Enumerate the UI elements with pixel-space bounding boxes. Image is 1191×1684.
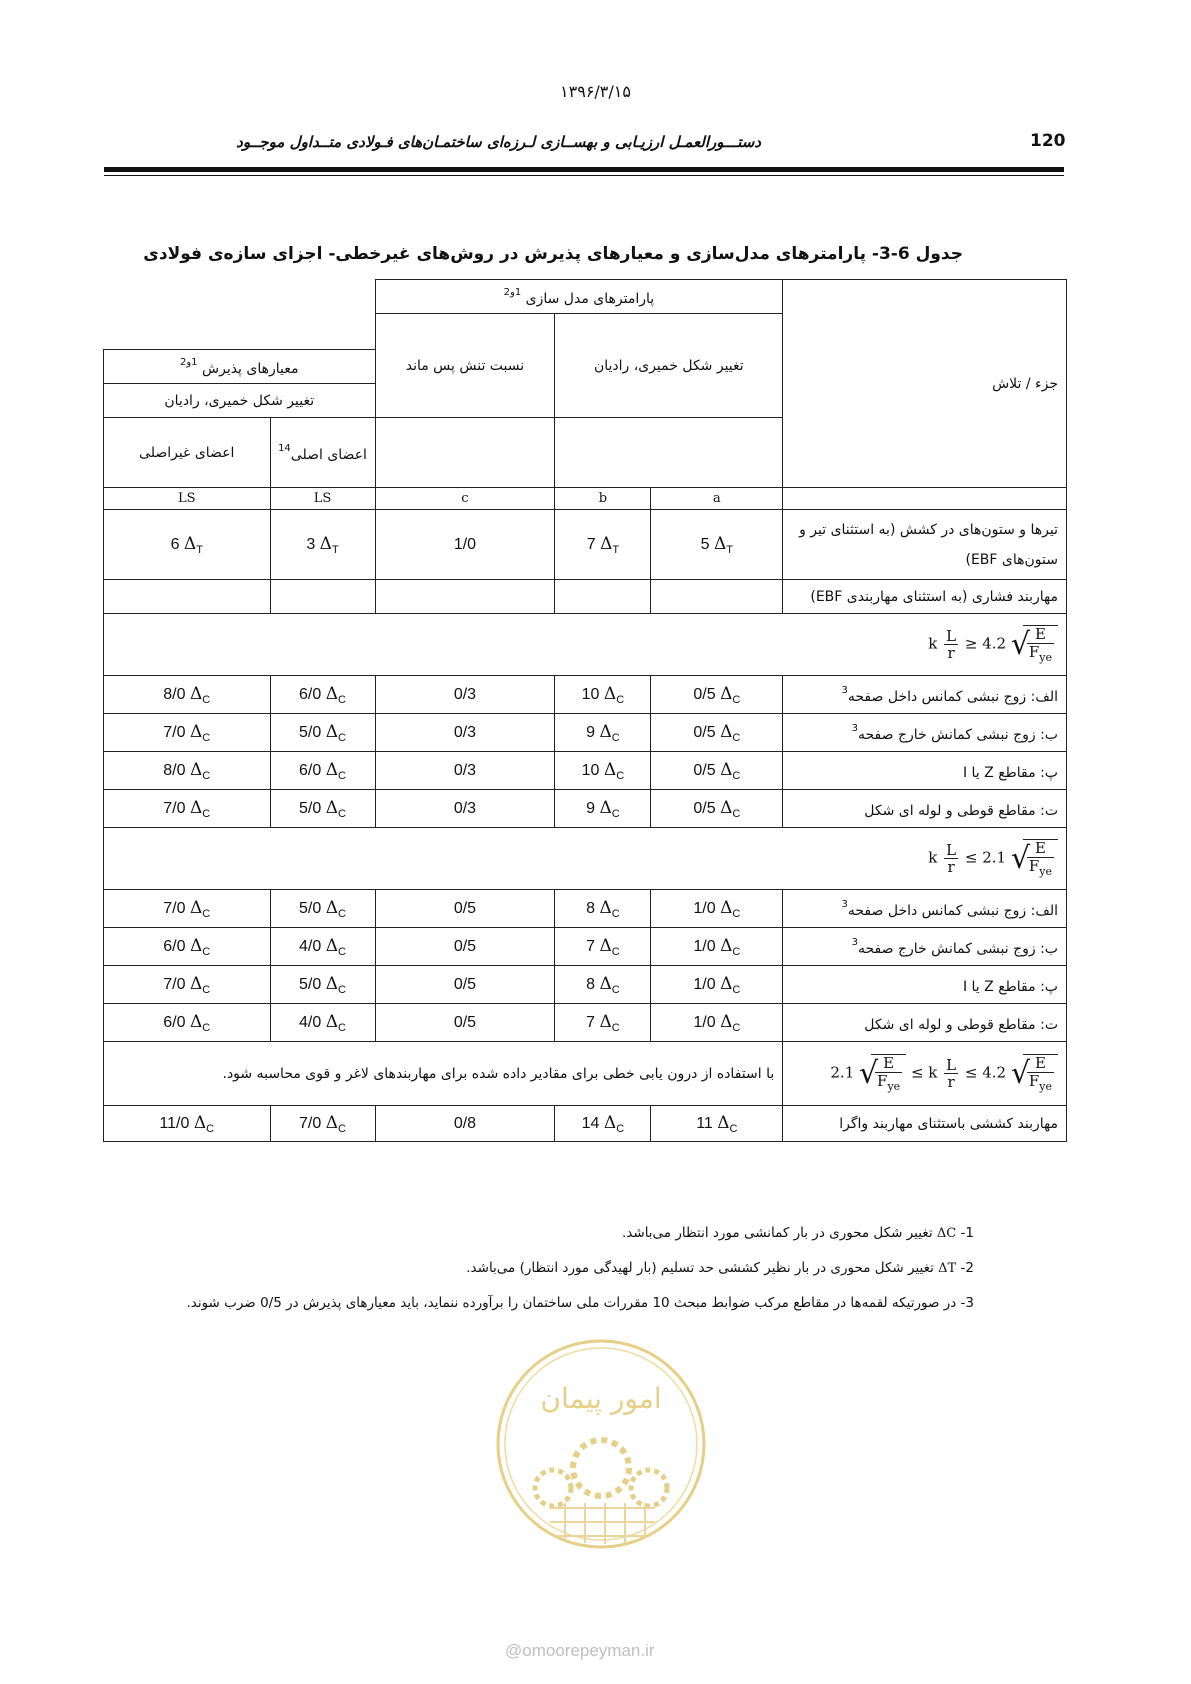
- cell-a: 0/5 $\Delta_C$: [651, 676, 783, 714]
- cell-ls-secondary: 7/0 $\Delta_C$: [104, 790, 271, 828]
- row-label: ت: مقاطع قوطی و لوله ای شکل: [783, 1004, 1067, 1042]
- cell-ls-secondary: 7/0 $\Delta_C$: [104, 966, 271, 1004]
- cell-c: 0/3: [375, 714, 555, 752]
- row-label: ب: زوج نبشی کمانش خارج صفحه$^3$: [783, 714, 1067, 752]
- cell-ls-primary: 4/0 $\Delta_C$: [270, 1004, 375, 1042]
- footnotes: [186, 1216, 974, 1320]
- table-row: [104, 1004, 1067, 1042]
- header-plastic-rotation: تغییر شکل خمیری، رادیان: [555, 314, 783, 418]
- website-watermark: @omoorepeyman.ir: [505, 1641, 655, 1660]
- cell-ls-primary: 5/0 $\Delta_C$: [270, 890, 375, 928]
- cell-b: 9 $\Delta_C$: [555, 714, 651, 752]
- table-row: [104, 790, 1067, 828]
- group-stocky: [104, 890, 1067, 1042]
- cell-ls-primary: 5/0 $\Delta_C$: [270, 790, 375, 828]
- row-label: ت: مقاطع قوطی و لوله ای شکل: [783, 790, 1067, 828]
- row-label: مهاربند کششی باستثنای مهاربند واگرا: [783, 1106, 1067, 1142]
- condition-row-stocky: [104, 828, 1067, 890]
- group-slender: [104, 676, 1067, 828]
- condition-stocky: k $\frac{L}{r}$ ≤ 2.1 √ $\frac{E}{F_{ye}}$: [104, 828, 1067, 890]
- seal-text: امور پیمان: [540, 1382, 662, 1415]
- header-blank-3: [375, 418, 555, 488]
- col-ls-secondary: LS: [104, 488, 271, 510]
- cell-a: 0/5 $\Delta_C$: [651, 714, 783, 752]
- row-label: ب: زوج نبشی کمانش خارج صفحه$^3$: [783, 928, 1067, 966]
- cell-c: 0/5: [375, 928, 555, 966]
- cell-ls-primary: 5/0 $\Delta_C$: [270, 966, 375, 1004]
- row-label: مهاربند فشاری (به استثنای مهاربندی EBF): [783, 580, 1067, 614]
- table-row: [104, 966, 1067, 1004]
- cell-c: 0/3: [375, 676, 555, 714]
- cell-c: 0/5: [375, 890, 555, 928]
- cell-b: 9 $\Delta_C$: [555, 790, 651, 828]
- footnote-2: 2- ΔT تغییر شکل محوری در بار نظیر کششی حد تسلیم (بار لهیدگی مورد انتظار) می‌باشد.: [466, 1260, 974, 1276]
- table-row: [104, 890, 1067, 928]
- row-label: الف: زوج نبشی کمانس داخل صفحه$^3$: [783, 676, 1067, 714]
- header-acceptance: معیارهای پذیرش $^{1و2}$: [104, 350, 376, 384]
- col-b: b: [555, 488, 651, 510]
- cell-ls-primary: 3 $\Delta_T$: [270, 510, 375, 580]
- cell-a: 11 $\Delta_C$: [651, 1106, 783, 1142]
- cell-ls-secondary: 8/0 $\Delta_C$: [104, 676, 271, 714]
- row-label: پ: مقاطع Z یا I: [783, 752, 1067, 790]
- table-row: [104, 676, 1067, 714]
- table-row: [104, 928, 1067, 966]
- condition-row-intermediate: [104, 1042, 1067, 1106]
- cell-b: 10 $\Delta_C$: [555, 676, 651, 714]
- cell-b: 7 $\Delta_C$: [555, 1004, 651, 1042]
- cell-b: 8 $\Delta_C$: [555, 966, 651, 1004]
- cell-b: 10 $\Delta_C$: [555, 752, 651, 790]
- cell-c: 0/3: [375, 752, 555, 790]
- header-primary: اعضای اصلی$^{14}$: [270, 418, 375, 488]
- cell-b: 14 $\Delta_C$: [555, 1106, 651, 1142]
- cell-ls-secondary: 6 $\Delta_T$: [104, 510, 271, 580]
- header-secondary: اعضای غیراصلی: [104, 418, 271, 488]
- cell-ls-secondary: 6/0 $\Delta_C$: [104, 928, 271, 966]
- cell-c: 0/5: [375, 966, 555, 1004]
- cell-b: 7 $\Delta_C$: [555, 928, 651, 966]
- seal-watermark-icon: [495, 1338, 707, 1550]
- header-blank-2: [555, 418, 783, 488]
- header-blank: [104, 280, 376, 350]
- cell-ls-primary: 4/0 $\Delta_C$: [270, 928, 375, 966]
- cell-ls-secondary: 11/0 $\Delta_C$: [104, 1106, 271, 1142]
- cell-a: 0/5 $\Delta_C$: [651, 752, 783, 790]
- header-residual-stress: نسبت تنش پس ماند: [375, 314, 555, 418]
- cell-a: 1/0 $\Delta_C$: [651, 890, 783, 928]
- table-row: [104, 752, 1067, 790]
- cell-ls-primary: 6/0 $\Delta_C$: [270, 676, 375, 714]
- col-a: a: [651, 488, 783, 510]
- footnote-3: 3- در صورتیکه لقمه‌ها در مقاطع مرکب ضوابط مبحث 10 مقررات ملی ساختمان را برآورده ننماید، باید معیارهای پذیرش در 0/5 ضرب شوند.: [186, 1295, 974, 1311]
- page-number: 120: [1030, 131, 1066, 151]
- header-modeling: پارامترهای مدل سازی $^{1و2}$: [375, 280, 783, 314]
- cell-c: 1/0: [375, 510, 555, 580]
- cell-b: 8 $\Delta_C$: [555, 890, 651, 928]
- cell-a: 5 $\Delta_T$: [651, 510, 783, 580]
- cell-ls-primary: 5/0 $\Delta_C$: [270, 714, 375, 752]
- acceptance-table: [103, 279, 1067, 1142]
- cell-c: 0/8: [375, 1106, 555, 1142]
- col-ls-primary: LS: [270, 488, 375, 510]
- cell-a: 1/0 $\Delta_C$: [651, 928, 783, 966]
- table-caption: جدول 6-3- پارامترهای مدل‌سازی و معیارهای پذیرش در روش‌های غیرخطی- اجزای سازه‌ی فولادی: [143, 244, 963, 264]
- cell-c: 0/3: [375, 790, 555, 828]
- header-acceptance-rotation: تغییر شکل خمیری، رادیان: [104, 384, 376, 418]
- col-c: c: [375, 488, 555, 510]
- cell-a: 0/5 $\Delta_C$: [651, 790, 783, 828]
- cell-ls-secondary: 7/0 $\Delta_C$: [104, 890, 271, 928]
- cell-ls-secondary: 7/0 $\Delta_C$: [104, 714, 271, 752]
- condition-slender: k $\frac{L}{r}$ ≥ 4.2 √ $\frac{E}{F_{ye}}$: [104, 614, 1067, 676]
- condition-intermediate: 2.1 √ $\frac{E}{F_{ye}}$ ≤ k $\frac{L}{r}$ ≤ 4.2 √ $\frac{E}{F_{ye}}$: [783, 1042, 1067, 1106]
- cell-ls-primary: 7/0 $\Delta_C$: [270, 1106, 375, 1142]
- header-rule: [104, 167, 1064, 172]
- interpolation-text: با استفاده از درون یابی خطی برای مقادیر داده شده برای مهاربندهای لاغر و قوی محاسبه شود.: [104, 1042, 783, 1106]
- cell-a: 1/0 $\Delta_C$: [651, 966, 783, 1004]
- running-title: دستـــورالعمـل ارزیـابی و بهســازی لـرزه‌ای ساختمـان‌های فـولادی متــداول موجــود: [236, 133, 761, 151]
- table-row: [104, 714, 1067, 752]
- cell-ls-primary: 6/0 $\Delta_C$: [270, 752, 375, 790]
- table-row: [104, 1106, 1067, 1142]
- row-label: پ: مقاطع Z یا I: [783, 966, 1067, 1004]
- cell-c: 0/5: [375, 1004, 555, 1042]
- cell-b: 7 $\Delta_T$: [555, 510, 651, 580]
- row-label: الف: زوج نبشی کمانس داخل صفحه$^3$: [783, 890, 1067, 928]
- page-date: ۱۳۹۶/۳/۱۵: [560, 82, 631, 101]
- header-rule-thin: [104, 175, 1064, 176]
- row-label: تیرها و ستون‌های در کشش (به استثنای تیر و ستون‌های EBF): [783, 510, 1067, 580]
- footnote-1: 1- ΔC تغییر شکل محوری در بار کمانشی مورد انتظار می‌باشد.: [622, 1225, 974, 1241]
- cell-ls-secondary: 6/0 $\Delta_C$: [104, 1004, 271, 1042]
- cell-ls-secondary: 8/0 $\Delta_C$: [104, 752, 271, 790]
- cell-a: 1/0 $\Delta_C$: [651, 1004, 783, 1042]
- table-row: [104, 580, 1067, 614]
- header-blank-4: [783, 488, 1067, 510]
- table-row: [104, 510, 1067, 580]
- header-component: جزء / تلاش: [783, 280, 1067, 488]
- condition-row-slender: [104, 614, 1067, 676]
